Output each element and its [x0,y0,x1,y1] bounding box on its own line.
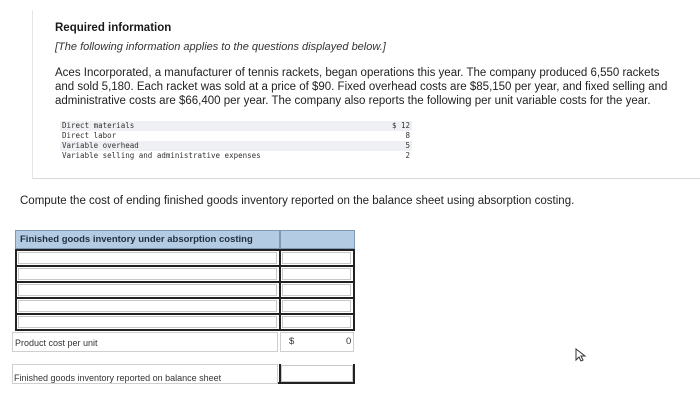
row-divider [15,329,355,331]
cost-label: Variable selling and administrative expenses [62,151,261,160]
column-divider [279,249,281,331]
row-divider [15,297,355,299]
worksheet-amount-input[interactable] [282,268,351,280]
cost-label: Variable overhead [60,141,368,151]
cost-row [60,131,412,141]
product-cost-value: 0 [346,336,352,347]
finished-goods-label: Finished goods inventory reported on balance sheet [14,373,222,383]
row-divider [15,313,355,315]
required-info-title: Required information [55,22,172,34]
worksheet-amount-input[interactable] [282,252,351,264]
worksheet-amount-input[interactable] [282,316,351,328]
worksheet-header [15,230,280,249]
row-divider [15,265,355,267]
worksheet-header-amount [280,230,355,249]
cost-amount: 8 [405,131,410,140]
absorption-worksheet [12,228,357,384]
worksheet-amount-input[interactable] [282,284,351,296]
worksheet-label-input[interactable] [18,284,277,296]
cost-row [60,121,412,131]
cost-label: Direct labor [62,131,117,140]
variable-cost-table [60,121,412,161]
worksheet-header-label: Finished goods inventory under absorption costing [20,234,253,245]
scenario-text: Aces Incorporated, a manufacturer of tennis rackets, began operations this year. The company produced 6,550 rackets and sold 5,180. Each racket was sold at a price of $90. Fixed overhead costs are $85,150 per year, and fixed selling and administrative costs are $66,400 per year. The company also reports the following per unit variable costs for the year. [55,67,668,107]
cost-amount: 5 [368,141,412,151]
required-info-subtitle: [The following information applies to the questions displayed below.] [55,41,386,53]
row-divider [15,281,355,283]
currency-symbol: $ [289,336,295,347]
column-divider [353,249,355,331]
row-divider [15,249,355,251]
column-divider [15,249,17,331]
cost-row [60,151,412,161]
cost-amount: 2 [405,151,410,160]
finished-goods-input[interactable] [281,365,353,382]
worksheet-label-input[interactable] [18,252,277,264]
cost-row [60,141,412,151]
worksheet-label-input[interactable] [18,316,277,328]
column-divider [353,364,355,384]
product-cost-label: Product cost per unit [15,338,98,348]
cost-label: Direct materials [60,121,368,131]
mouse-cursor-icon [575,348,587,367]
question-text: Compute the cost of ending finished goods inventory reported on the balance sheet using absorption costing. [20,195,575,207]
worksheet-amount-input[interactable] [282,300,351,312]
worksheet-label-input[interactable] [18,300,277,312]
cost-amount: $ 12 [368,121,412,131]
worksheet-label-input[interactable] [18,268,277,280]
